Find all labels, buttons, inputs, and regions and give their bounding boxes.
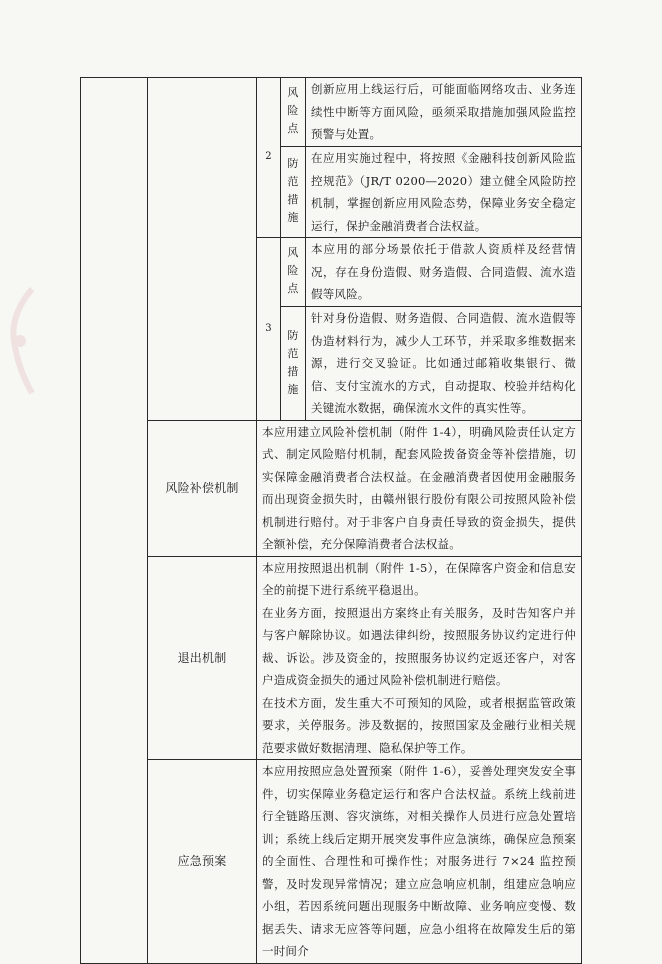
emergency-text: 本应用按照应急处置预案（附件 1-6），妥善处理突发安全事件，切实保障业务稳定运行和客户合法权益。系统上线前进行全链路压测、容灾演练，对相关操作人员进行应急处置培训；系统上线后定期开展突发事件应急演练，确保应急预案的全面性、合理性和可操作性；对服务进行 7×24 监控预警，及时发现异常情况；建立应急响应机制，组建应急响应小组，若因系统问题出现服务中断故障、业务响应变慢、数据丢失、请求无应答等问题，应急小组将在故障发生后的第一时间介 [257,760,582,964]
risk-category-cell [148,78,257,421]
risk-point-label: 风险点 [281,238,306,307]
exit-paragraph: 本应用按照退出机制（附件 1-5），在保障客户资金和信息安全的前提下进行系统平稳退出。 [262,560,576,597]
outer-left-cell [81,78,148,964]
exit-paragraph: 在技术方面，发生重大不可预知的风险，或者根据监管政策要求，关停服务。涉及数据的，按照国家及金融行业相关规范要求做好数据清理、隐私保护等工作。 [262,695,576,755]
prevention-text: 在应用实施过程中，将按照《金融科技创新风险监控规范》（JR/T 0200—2020）建立健全风险防控机制，掌握创新应用风险态势，保障业务安全稳定运行，保护金融消费者合法权益。 [306,147,582,238]
exit-paragraph: 在业务方面，按照退出方案终止有关服务，及时告知客户并与客户解除协议。如遇法律纠纷，按照服务协议约定进行仲裁、诉讼。涉及资金的，按照服务协议约定返还客户，对客户造成资金损失的通过风险补偿机制进行赔偿。 [262,605,576,687]
exit-text [257,556,582,760]
exit-label: 退出机制 [148,556,257,760]
risk-point-label: 风险点 [281,78,306,147]
row-number: 3 [257,238,281,421]
prevention-label: 防范措施 [281,147,306,238]
risk-point-text: 本应用的部分场景依托于借款人资质样及经营情况，存在身份造假、财务造假、合同造假、流水造假等风险。 [306,238,582,307]
prevention-text: 针对身份造假、财务造假、合同造假、流水造假等伪造材料行为，减少人工环节，并采取多维数据来源，进行交叉验证。比如通过邮箱收集银行、微信、支付宝流水的方式，自动提取、校验并结构化关键流水数据，确保流水文件的真实性等。 [306,307,582,421]
seal-stamp-fragment [2,285,36,397]
emergency-label: 应急预案 [148,760,257,964]
risk-point-text: 创新应用上线运行后，可能面临网络攻击、业务连续性中断等方面风险，亟须采取措施加强风险监控预警与处置。 [306,78,582,147]
compensation-text: 本应用建立风险补偿机制（附件 1-4），明确风险责任认定方式、制定风险赔付机制，配套风险拨备资金等补偿措施，切实保障金融消费者合法权益。在金融消费者因使用金融服务而出现资金损失时，由赣州银行股份有限公司按照风险补偿机制进行赔付。对于非客户自身责任导致的资金损失，提供全额补偿，充分保障消费者合法权益。 [257,420,582,556]
application-risk-table [80,77,582,964]
prevention-label: 防范措施 [281,307,306,421]
row-number: 2 [257,78,281,238]
compensation-label: 风险补偿机制 [148,420,257,556]
